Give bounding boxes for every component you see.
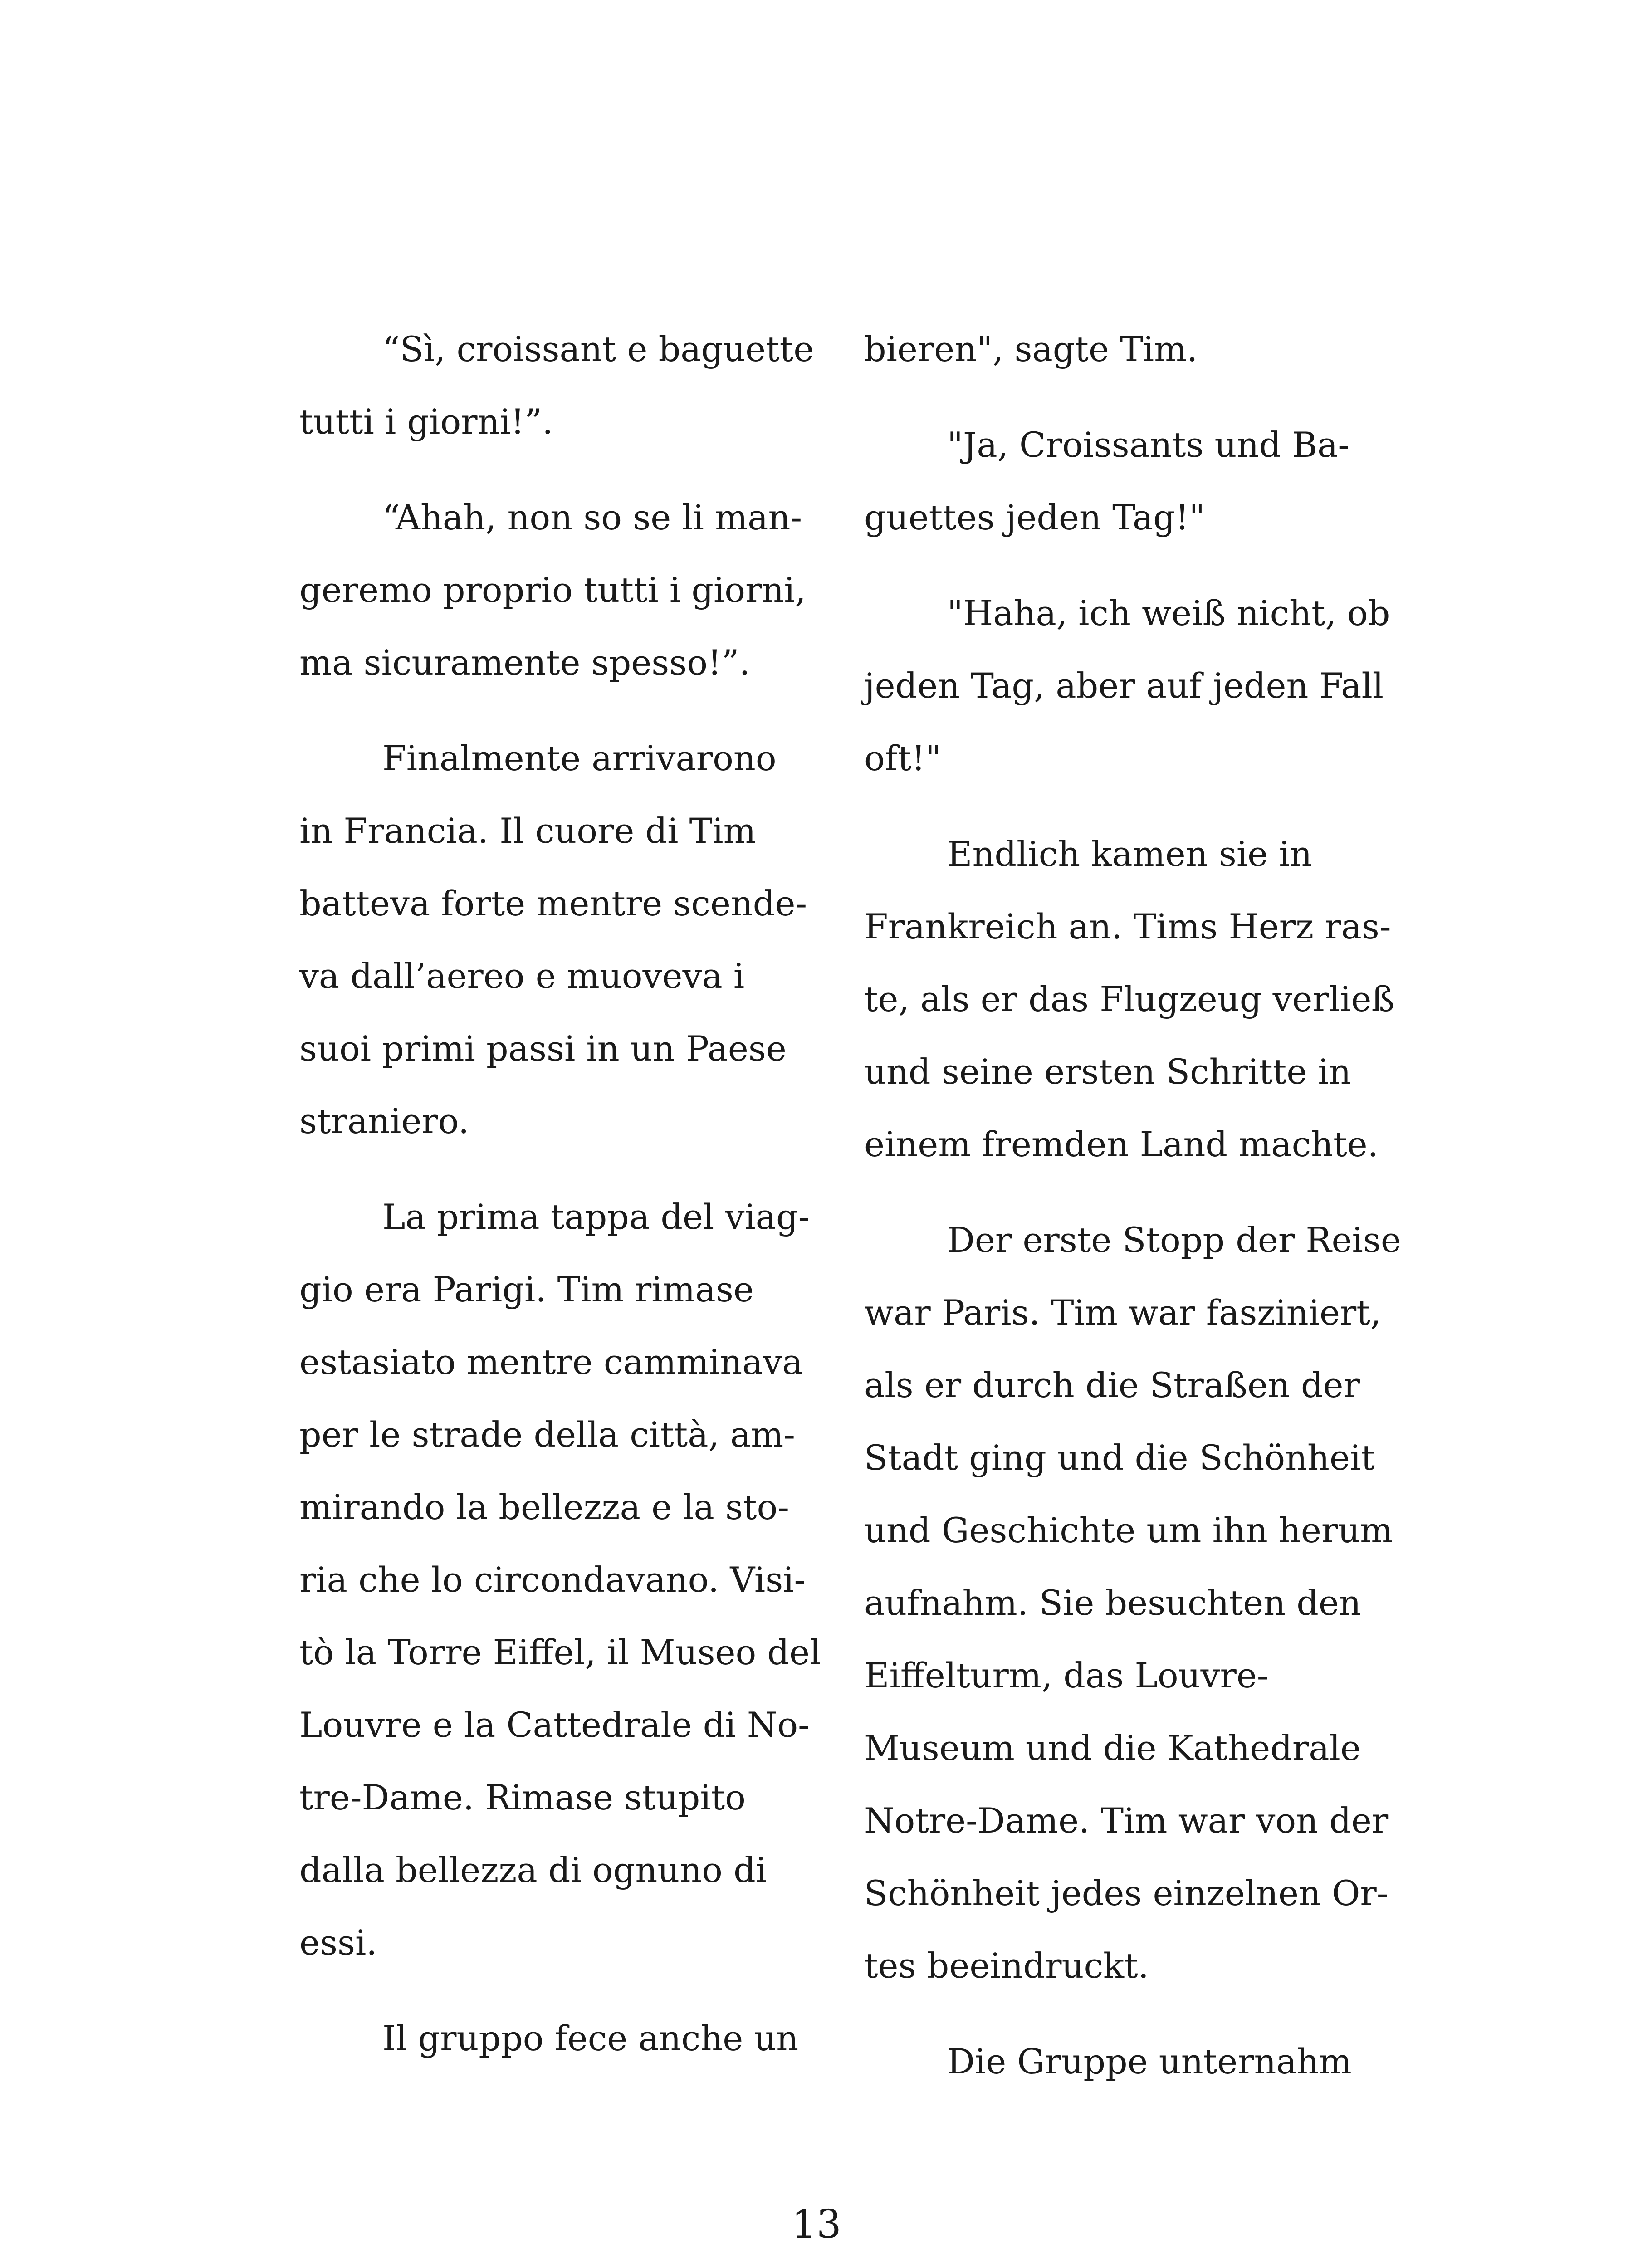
german-line: Schönheit jedes einzelnen Or-: [864, 1873, 1389, 1913]
german-line: einem fremden Land machte.: [864, 1124, 1379, 1164]
page-number: 13: [792, 2202, 841, 2247]
italian-line: mirando la bellezza e la sto-: [299, 1487, 789, 1527]
german-line: Der erste Stopp der Reise: [947, 1220, 1401, 1260]
italian-line: essi.: [299, 1922, 377, 1963]
italian-line: va dall’aereo e muoveva i: [299, 956, 745, 996]
german-line: aufnahm. Sie besuchten den: [864, 1583, 1361, 1623]
german-line: "Haha, ich weiß nicht, ob: [947, 593, 1390, 633]
italian-line: Finalmente arrivarono: [382, 738, 777, 778]
italian-line: in Francia. Il cuore di Tim: [299, 811, 756, 851]
german-line: Notre-Dame. Tim war von der: [864, 1800, 1389, 1841]
italian-line: tre-Dame. Rimase stupito: [299, 1777, 746, 1818]
italian-line: La prima tappa del viag-: [382, 1197, 810, 1237]
german-line: guettes jeden Tag!": [864, 497, 1205, 538]
german-line: Eiffelturm, das Louvre-: [864, 1655, 1269, 1696]
italian-line: gio era Parigi. Tim rimase: [299, 1269, 754, 1310]
italian-line: per le strade della città, am-: [299, 1414, 795, 1455]
bat-icon: [763, 2266, 940, 2268]
italian-line: estasiato mentre camminava: [299, 1342, 803, 1382]
german-line: oft!": [864, 738, 941, 778]
italian-line: ma sicuramente spesso!”.: [299, 642, 750, 683]
italian-line: straniero.: [299, 1101, 469, 1141]
italian-line: Il gruppo fece anche un: [382, 2018, 799, 2058]
german-line: war Paris. Tim war fasziniert,: [864, 1292, 1381, 1333]
german-line: "Ja, Croissants und Ba-: [947, 425, 1350, 465]
italian-line: tutti i giorni!”.: [299, 401, 553, 442]
german-line: und seine ersten Schritte in: [864, 1051, 1351, 1092]
italian-line: geremo proprio tutti i giorni,: [299, 570, 806, 610]
german-line: Stadt ging und die Schönheit: [864, 1437, 1375, 1478]
german-line: Endlich kamen sie in: [947, 834, 1312, 874]
german-line: Museum und die Kathedrale: [864, 1728, 1361, 1768]
german-line: und Geschichte um ihn herum: [864, 1510, 1393, 1550]
italian-line: Louvre e la Cattedrale di No-: [299, 1705, 810, 1745]
italian-line: ria che lo circondavano. Visi-: [299, 1559, 806, 1600]
german-line: Frankreich an. Tims Herz ras-: [864, 906, 1391, 947]
german-line: Die Gruppe unternahm: [947, 2041, 1352, 2082]
german-line: jeden Tag, aber auf jeden Fall: [864, 665, 1384, 706]
italian-line: dalla bellezza di ognuno di: [299, 1850, 767, 1890]
italian-line: suoi primi passi in un Paese: [299, 1028, 787, 1069]
german-line: als er durch die Straßen der: [864, 1365, 1360, 1405]
german-line: te, als er das Flugzeug verließ: [864, 979, 1395, 1019]
italian-line: batteva forte mentre scende-: [299, 883, 807, 924]
italian-line: “Ahah, non so se li man-: [382, 497, 802, 538]
german-line: tes beeindruckt.: [864, 1945, 1149, 1986]
italian-line: “Sì, croissant e baguette: [382, 329, 814, 369]
italian-line: tò la Torre Eiffel, il Museo del: [299, 1632, 821, 1672]
german-line: bieren", sagte Tim.: [864, 329, 1198, 369]
